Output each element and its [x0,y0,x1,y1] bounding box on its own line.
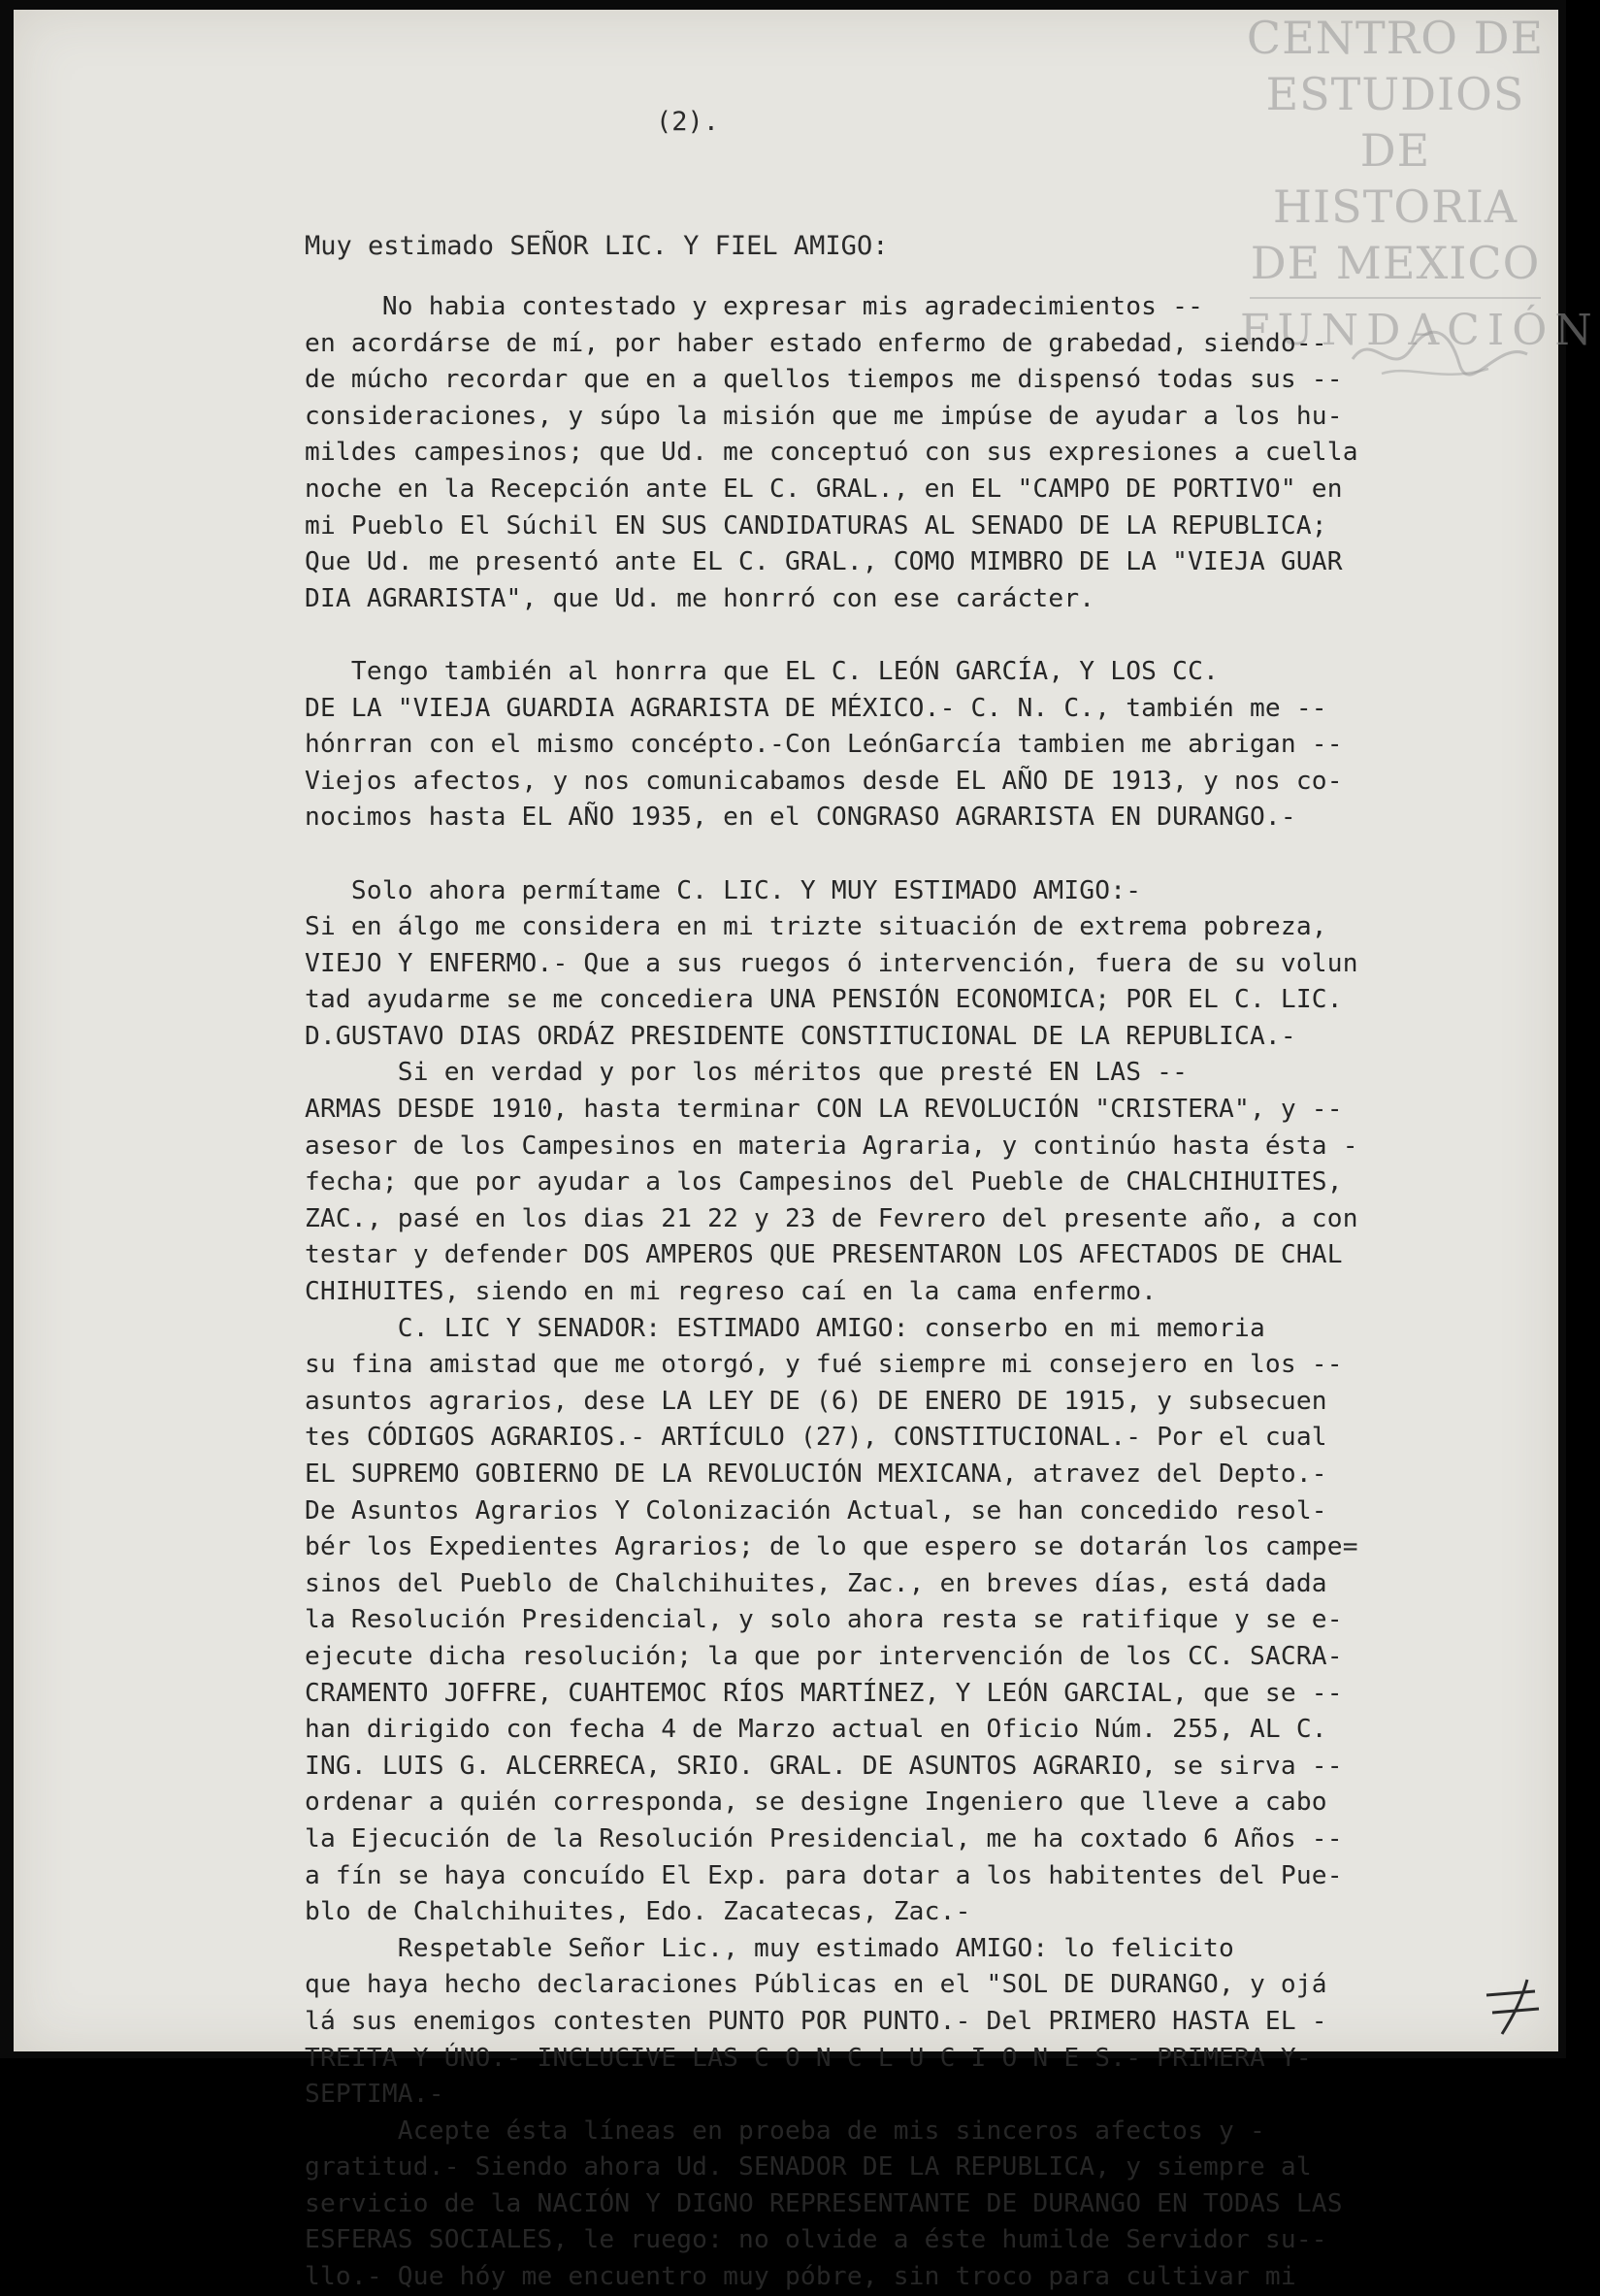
body-line: fecha; que por ayudar a los Campesinos del Pueble de CHALCHIHUITES, [305,1167,1343,1197]
body-line: CRAMENTO JOFFRE, CUAHTEMOC RÍOS MARTÍNEZ, Y LEÓN GARCIAL, que se -- [305,1678,1343,1708]
body-line: servicio de la NACIÓN Y DIGNO REPRESENTANTE DE DURANGO EN TODAS LAS [305,2188,1343,2218]
body-line: nocimos hasta EL AÑO 1935, en el CONGRASO AGRARISTA EN DURANGO.- [305,803,1296,833]
watermark-line: DE MEXICO [1250,237,1541,289]
body-line: la Resolución Presidencial, y solo ahora resta se ratifique y se e- [305,1605,1343,1635]
body-line: DE LA "VIEJA GUARDIA AGRARISTA DE MÉXICO.- C. N. C., también me -- [305,693,1327,723]
body-line: C. LIC Y SENADOR: ESTIMADO AMIGO: conserbo en mi memoria [305,1313,1265,1343]
body-line [305,836,1358,873]
body-line: blo de Chalchihuites, Edo. Zacatecas, Zac.- [305,1897,971,1927]
body-line: han dirigido con fecha 4 de Marzo actual en Oficio Núm. 255, AL C. [305,1715,1327,1745]
body-line: ZAC., pasé en los dias 21 22 y 23 de Fevrero del presente año, a con [305,1203,1358,1233]
body-line: TREITA Y ÚNO.- INCLUCIVE LAS C O N C L U C I O N E S.- PRIMERA Y- [305,2043,1312,2073]
watermark-signature-scribble [1343,311,1537,398]
body-line: Que Ud. me presentó ante EL C. GRAL., COMO MIMBRO DE LA "VIEJA GUAR [305,547,1343,577]
body-line: SEPTIMA.- [305,2080,444,2110]
watermark-subtitle: FUNDACIÓN [1240,306,1600,355]
body-line: consideraciones, y súpo la misión que me impúse de ayudar a los hu- [305,401,1343,431]
handwritten-mark [1479,1972,1547,2040]
body-line: D.GUSTAVO DIAS ORDÁZ PRESIDENTE CONSTITUCIONAL DE LA REPUBLICA.- [305,1021,1296,1051]
body-line: CHIHUITES, siendo en mi regreso caí en la cama enfermo. [305,1277,1158,1307]
body-line: asesor de los Campesinos en materia Agraria, y continúo hasta ésta - [305,1131,1358,1161]
body-line: Si en verdad y por los méritos que presté EN LAS -- [305,1058,1189,1088]
watermark-line: CENTRO DE [1246,12,1545,64]
body-line: Tengo también al honrra que EL C. LEÓN GARCÍA, Y LOS CC. [305,656,1220,686]
body-line: No habia contestado y expresar mis agradecimientos -- [305,292,1204,321]
body-line: Solo ahora permítame C. LIC. Y MUY ESTIMADO AMIGO:- [305,875,1142,905]
body-line: su fina amistad que me otorgó, y fué siempre mi consejero en los -- [305,1350,1343,1380]
body-line: bér los Expedientes Agrarios; de lo que espero se dotarán los campe= [305,1532,1358,1562]
body-line: gratitud.- Siendo ahora Ud. SENADOR DE LA REPUBLICA, y siempre al [305,2152,1312,2182]
body-line: a fín se haya concuído El Exp. para dotar a los habitentes del Pue- [305,1860,1343,1890]
body-line: DIA AGRARISTA", que Ud. me honrró con ese carácter. [305,583,1095,613]
body-line: Si en álgo me considera en mi trizte situación de extrema pobreza, [305,912,1327,942]
body-line: ING. LUIS G. ALCERRECA, SRIO. GRAL. DE ASUNTOS AGRARIO, se sirva -- [305,1751,1343,1781]
body-line: ARMAS DESDE 1910, hasta terminar CON LA REVOLUCIÓN "CRISTERA", y -- [305,1095,1343,1125]
body-line: Respetable Señor Lic., muy estimado AMIGO: lo felicito [305,1933,1234,1963]
body-line: mi Pueblo El Súchil EN SUS CANDIDATURAS AL SENADO DE LA REPUBLICA; [305,510,1327,541]
watermark-line: ESTUDIOS [1265,68,1525,120]
body-line: De Asuntos Agrarios Y Colonización Actual, se han concedido resol- [305,1495,1327,1525]
body-line: ESFERAS SOCIALES, le ruego: no olvide a éste humilde Servidor su-- [305,2225,1327,2255]
watermark-line: DE HISTORIA [1272,124,1518,233]
body-line: EL SUPREMO GOBIERNO DE LA REVOLUCIÓN MEXICANA, atravez del Depto.- [305,1460,1327,1489]
body-line: asuntos agrarios, dese LA LEY DE (6) DE ENERO DE 1915, y subsecuen [305,1386,1327,1416]
body-line: llo.- Que hóy me encuentro muy póbre, sin troco para cultivar mi [305,2262,1296,2292]
body-line: la Ejecución de la Resolución Presidencial, me ha coxtado 6 Años -- [305,1823,1343,1853]
letter-body [305,289,1358,2296]
body-line: testar y defender DOS AMPEROS QUE PRESENTARON LOS AFECTADOS DE CHAL [305,1240,1343,1270]
body-line: ejecute dicha resolución; la que por intervención de los CC. SACRA- [305,1641,1343,1671]
body-line: tes CÓDIGOS AGRARIOS.- ARTÍCULO (27), CONSTITUCIONAL.- Por el cual [305,1423,1327,1453]
body-line: Acepte ésta líneas en proeba de mis sinceros afectos y - [305,2116,1265,2146]
body-line: que haya hecho declaraciones Públicas en el "SOL DE DURANGO, y ojá [305,1970,1327,2000]
body-line: ordenar a quién corresponda, se designe Ingeniero que lleve a cabo [305,1788,1327,1818]
body-line: mildes campesinos; que Ud. me conceptuó con sus expresiones a cuella [305,438,1358,468]
letter-page [14,10,1600,2292]
body-line: de múcho recordar que en a quellos tiempos me dispensó todas sus -- [305,365,1343,395]
body-line: hónrran con el mismo concépto.-Con LeónGarcía tambien me abrigan -- [305,730,1343,760]
body-line: noche en la Recepción ante EL C. GRAL., en EL "CAMPO DE PORTIVO" en [305,474,1343,504]
body-line: en acordárse de mí, por haber estado enfermo de grabedad, siendo-- [305,328,1327,358]
body-line: Viejos afectos, y nos comunicabamos desde EL AÑO DE 1913, y nos co- [305,766,1343,796]
body-line: VIEJO Y ENFERMO.- Que a sus ruegos ó intervención, fuera de su volun [305,948,1358,978]
body-line: sinos del Pueblo de Chalchihuites, Zac., en breves días, está dada [305,1568,1327,1598]
salutation: Muy estimado SEÑOR LIC. Y FIEL AMIGO: [305,231,889,261]
body-line: lá sus enemigos contesten PUNTO POR PUNTO.- Del PRIMERO HASTA EL - [305,2006,1327,2036]
body-line: tad ayudarme se me concediera UNA PENSIÓN ECONOMICA; POR EL C. LIC. [305,985,1343,1015]
body-line [305,617,1358,654]
page-number: (2). [656,107,720,137]
